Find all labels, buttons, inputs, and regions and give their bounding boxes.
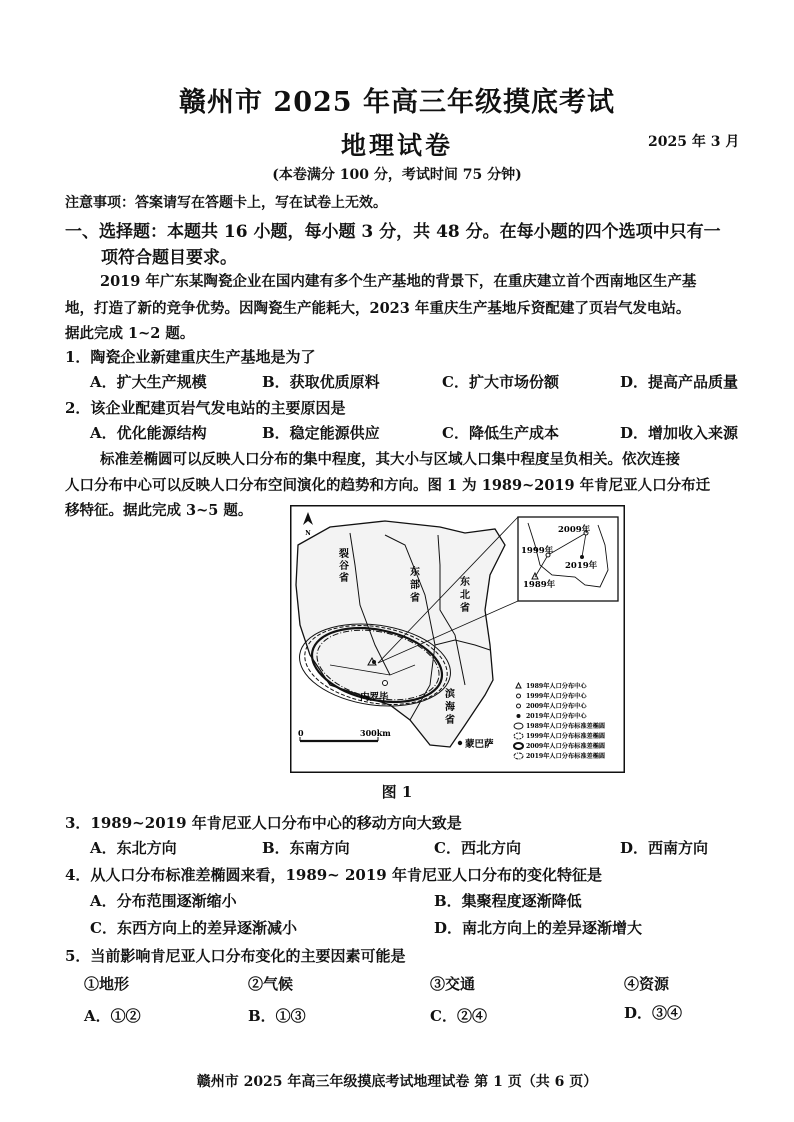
notice: 注意事项：答案请写在答题卡上，写在试卷上无效。 xyxy=(65,195,387,211)
q3-option-c[interactable]: C．西北方向 xyxy=(434,839,521,857)
city-nairobi: 内罗毕 xyxy=(360,692,389,703)
legend-2009-center: 2009年人口分布中心 xyxy=(526,703,587,710)
label-coast-1: 滨 xyxy=(445,689,455,700)
nairobi-marker xyxy=(383,681,388,686)
q5-option-a[interactable]: A．①② xyxy=(84,1007,141,1025)
legend-1989-ellipse: 1989年人口分布标准差椭圆 xyxy=(526,723,606,730)
q4-option-c[interactable]: C．东西方向上的差异逐渐减小 xyxy=(90,919,297,937)
section-heading-cont: 项符合题目要求。 xyxy=(101,248,237,268)
q1-option-a[interactable]: A．扩大生产规模 xyxy=(90,373,207,391)
q5-item-4: ④资源 xyxy=(624,975,670,993)
label-east-2: 部 xyxy=(410,580,420,591)
label-ne-2: 北 xyxy=(460,590,470,601)
inset-year-2009: 2009年 xyxy=(558,525,591,535)
exam-date: 2025 年 3 月 xyxy=(648,134,740,150)
label-coast-3: 省 xyxy=(445,715,455,726)
legend-2009-ellipse: 2009年人口分布标准差椭圆 xyxy=(526,743,606,750)
passage1-line: 地，打造了新的竞争优势。因陶瓷生产能耗大，2023 年重庆生产基地斥资配建了页岩气发电站。 xyxy=(65,300,691,317)
label-rift-1: 裂 xyxy=(339,549,349,560)
inset-year-1999: 1999年 xyxy=(521,546,554,556)
exam-info: (本卷满分 100 分，考试时间 75 分钟) xyxy=(272,167,522,183)
center-2019-icon xyxy=(372,660,376,664)
section-heading: 一、选择题：本题共 16 小题，每小题 3 分，共 48 分。在每小题的四个选项中只有一 xyxy=(65,222,721,242)
north-label: N xyxy=(305,530,311,537)
q1-option-b[interactable]: B．获取优质原料 xyxy=(262,373,380,391)
label-ne-3: 省 xyxy=(460,603,470,614)
question-3: 3．1989~2019 年肯尼亚人口分布中心的移动方向大致是 xyxy=(65,814,462,832)
q5-option-c[interactable]: C．②④ xyxy=(430,1007,487,1025)
q2-option-b[interactable]: B．稳定能源供应 xyxy=(262,424,380,442)
legend-2019-center: 2019年人口分布中心 xyxy=(526,713,587,720)
label-coast-2: 海 xyxy=(445,702,455,713)
label-ne-1: 东 xyxy=(460,577,470,588)
exam-subject: 地理试卷 xyxy=(340,131,453,160)
question-2: 2．该企业配建页岩气发电站的主要原因是 xyxy=(65,399,346,417)
scale-label: 300km xyxy=(360,728,391,738)
legend-2019-ellipse: 2019年人口分布标准差椭圆 xyxy=(526,753,606,760)
q4-option-d[interactable]: D．南北方向上的差异逐渐增大 xyxy=(434,919,643,937)
passage2-line: 移特征。据此完成 3~5 题。 xyxy=(65,502,253,519)
question-4: 4．从人口分布标准差椭圆来看，1989~ 2019 年肯尼亚人口分布的变化特征是 xyxy=(65,866,602,884)
q2-option-c[interactable]: C．降低生产成本 xyxy=(442,424,559,442)
passage2-line: 标准差椭圆可以反映人口分布的集中程度，其大小与区域人口集中程度呈负相关。依次连接 xyxy=(100,451,680,468)
q1-option-d[interactable]: D．提高产品质量 xyxy=(620,373,739,391)
figure-caption: 图 1 xyxy=(381,783,413,801)
city-mombasa: 蒙巴萨 xyxy=(465,739,494,750)
question-5: 5．当前影响肯尼亚人口分布变化的主要因素可能是 xyxy=(65,947,406,965)
q3-option-b[interactable]: B．东南方向 xyxy=(262,839,350,857)
label-east-3: 省 xyxy=(410,593,420,604)
q2-option-a[interactable]: A．优化能源结构 xyxy=(90,424,207,442)
q5-option-b[interactable]: B．①③ xyxy=(248,1007,306,1025)
passage1-line: 2019 年广东某陶瓷企业在国内建有多个生产基地的背景下，在重庆建立首个西南地区生产基 xyxy=(100,273,697,290)
q3-option-d[interactable]: D．西南方向 xyxy=(620,839,709,857)
inset-2019-icon xyxy=(580,555,584,559)
q1-option-c[interactable]: C．扩大市场份额 xyxy=(442,373,559,391)
legend-1989-center: 1989年人口分布中心 xyxy=(526,683,587,690)
label-rift-2: 谷 xyxy=(339,561,349,572)
q5-item-3: ③交通 xyxy=(430,975,476,993)
q3-option-a[interactable]: A．东北方向 xyxy=(90,839,177,857)
legend-1999-ellipse: 1999年人口分布标准差椭圆 xyxy=(526,733,606,740)
q5-item-2: ②气候 xyxy=(248,975,294,993)
q5-option-d[interactable]: D．③④ xyxy=(624,1004,683,1022)
scale-zero: 0 xyxy=(298,728,304,738)
question-1: 1．陶瓷企业新建重庆生产基地是为了 xyxy=(65,348,316,366)
exam-title: 赣州市 2025 年高三年级摸底考试 xyxy=(179,87,615,118)
label-east-1: 东 xyxy=(410,567,420,578)
passage2-line: 人口分布中心可以反映人口分布空间演化的趋势和方向。图 1 为 1989~2019 年肯尼亚人口分布迁 xyxy=(65,477,711,494)
label-rift-3: 省 xyxy=(339,573,349,584)
inset-year-2019: 2019年 xyxy=(565,561,598,571)
q5-item-1: ①地形 xyxy=(84,975,130,993)
q4-option-b[interactable]: B．集聚程度逐渐降低 xyxy=(434,892,582,910)
legend-1999-center: 1999年人口分布中心 xyxy=(526,693,587,700)
inset-year-1989: 1989年 xyxy=(523,580,556,590)
mombasa-marker xyxy=(458,741,462,745)
q2-option-d[interactable]: D．增加收入来源 xyxy=(620,424,739,442)
page-footer: 赣州市 2025 年高三年级摸底考试地理试卷 第 1 页（共 6 页） xyxy=(196,1074,598,1090)
passage1-line: 据此完成 1~2 题。 xyxy=(65,325,195,342)
kenya-population-map xyxy=(290,505,625,773)
q4-option-a[interactable]: A．分布范围逐渐缩小 xyxy=(90,892,237,910)
